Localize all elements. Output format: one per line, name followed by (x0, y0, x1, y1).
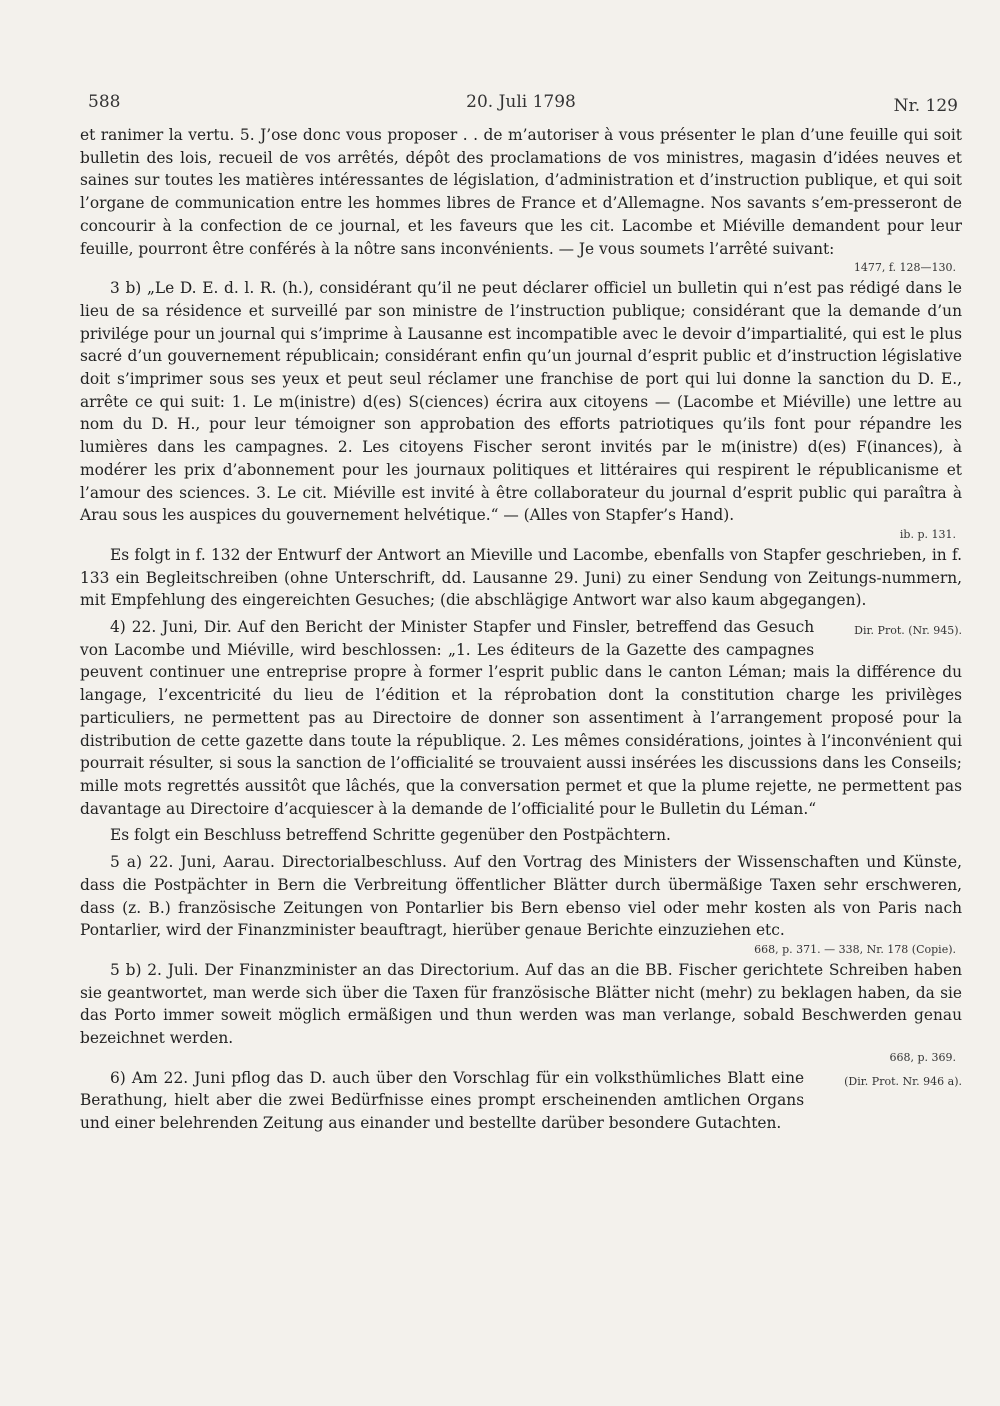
paragraph-3b: 3 b) „Le D. E. d. l. R. (h.), considérant qu’il ne peut déclarer officiel un bulletin qui n’est pas rédigé dans le lieu de sa résidence et surveillé par son ministre de l’instruction publique; considérant que la demande d’un privilége pour un journal qui s’imprime à Lausanne est incompatible avec le devoir d’impartialité, qui est le plus sacré d’un gouvernement républicain; considérant enfin qu’un journal d’esprit public et d’instruction législative doit s’imprimer sous ses yeux et peut seul réclamer une franchise de port qui lui donne la sanction du D. E., arrête ce qui suit: 1. Le m(inistre) d(es) S(ciences) écrira aux citoyens — (Lacombe et Miéville) une lettre au nom du D. H., pour leur témoigner son approbation des efforts patriotiques qu’ils font pour répandre les lumières dans les campagnes. 2. Les citoyens Fischer seront invités par le m(inistre) d(es) F(inances), à modérer les prix d’abonnement pour les journaux politiques et littéraires qui respirent le républicanisme et l’amour des sciences. 3. Le cit. Miéville est invité à être collaborateur du journal d’esprit public qui paraîtra à Arau sous les auspices du gouvernement helvétique.“ — (Alles von Stapfer’s Hand). (80, 279, 962, 525)
source-reference: 1477, f. 128—130. (853, 261, 956, 275)
paragraph-6 (80, 1067, 962, 1135)
paragraph-4 (80, 616, 962, 820)
source-reference: 668, p. 371. — 338, Nr. 178 (Copie). (754, 942, 956, 956)
source-reference: (Dir. Prot. Nr. 946 a). (844, 1074, 962, 1088)
paragraph-es-folgt: Es folgt in f. 132 der Entwurf der Antwort an Mieville und Lacombe, ebenfalls von Stapfer geschrieben, in f. 133 ein Begleitschreiben (ohne Unterschrift, dd. Lausanne 29. Juni) zu einer Sendung von Zeitungs-nummern, mit Empfehlung des eingereichten Gesuches; (die abschlägige Antwort war also kaum abgegangen). (80, 545, 962, 610)
body-text (80, 124, 962, 1135)
source-reference: ib. p. 131. (899, 527, 956, 541)
header-date: 20. Juli 1798 (466, 92, 576, 112)
source-reference: Dir. Prot. (Nr. 945). (854, 624, 962, 638)
source-reference: 668, p. 369. (889, 1050, 956, 1064)
page-number: 588 (88, 92, 121, 112)
paragraph-6-text: 6) Am 22. Juni pflog das D. auch über den Vorschlag für ein volksthümliches Blatt eine Berathung, hielt aber die zwei Bedürfnisse eines prompt erscheinenden amtlichen Organs und einer belehrenden Zeitung aus einander und bestellte darüber besondere Gutachten. (80, 1068, 805, 1133)
paragraph-beschluss: Es folgt ein Beschluss betreffend Schritte gegenüber den Postpächtern. (110, 826, 671, 845)
paragraph-5a: 5 a) 22. Juni, Aarau. Directorialbeschluss. Auf den Vortrag des Ministers der Wissenschaften und Künste, dass die Postpächter in Bern die Verbreitung öffentlicher Blätter durch übermäßige Taxen sehr erschweren, dass (z. B.) französische Zeitungen von Pontarlier bis Bern ebenso viel oder mehr kosten als von Paris nach Pontarlier, wird der Finanzminister beauftragt, hierüber genaue Berichte einzuziehen etc. (80, 853, 962, 940)
paragraph-continuation: et ranimer la vertu. 5. J’ose donc vous proposer . . de m’autoriser à vous présenter le plan d’une feuille qui soit bulletin des lois, recueil de vos arrêtés, dépôt des proclamations de vos ministres, magasin d’idées neuves et saines sur toutes les matières intéressantes de législation, d’administration et d’instruction publique, et qui soit l’organe de communication entre les hommes libres de France et d’Allemagne. Nos savants s’em-presseront de concourir à la confection de ce journal, et les faveurs que les cit. Lacombe et Miéville demandent pour leur feuille, pourront être conférés à la nôtre sans inconvénients. — Je vous soumets l’arrêté suivant: (80, 126, 962, 258)
running-header (80, 88, 962, 124)
paragraph-4-text: 4) 22. Juni, Dir. Auf den Bericht der Minister Stapfer und Finsler, betreffend das Gesuch von Lacombe und Miéville, wird beschlossen: „1. Les éditeurs de la Gazette des campagnes peuvent continuer une entreprise propre à former l’esprit public dans le canton Léman; mais la différence du langage, l’excentricité du lieu de l’édition et la réprobation dont la constitution charge les privilèges particuliers, ne permettent pas au Directoire de donner son assentiment à l’arrangement proposé pour la distribution de cette gazette dans toute la république. 2. Les mêmes considérations, jointes à l’inconvénient qui pourrait résulter, si sous la sanction de l’officialité se trouvaient aussi insérées les discussions dans les Conseils; mille mots regrettés aussitôt que lâchés, que la conversation permet et que la plume rejette, ne permettent pas davantage au Directoire d’acquiescer à la demande de l’officialité pour le Bulletin du Léman.“ (80, 618, 962, 818)
paragraph-5b: 5 b) 2. Juli. Der Finanzminister an das Directorium. Auf das an die BB. Fischer gerichtete Schreiben haben sie geantwortet, man werde sich über die Taxen für französische Blätter nicht (mehr) zu beklagen haben, da sie das Porto immer soweit möglich ermäßigen und thun werden was man verlange, sobald Beschwerden genau bezeichnet werden. (80, 960, 962, 1048)
document-number: Nr. 129 (893, 96, 958, 116)
